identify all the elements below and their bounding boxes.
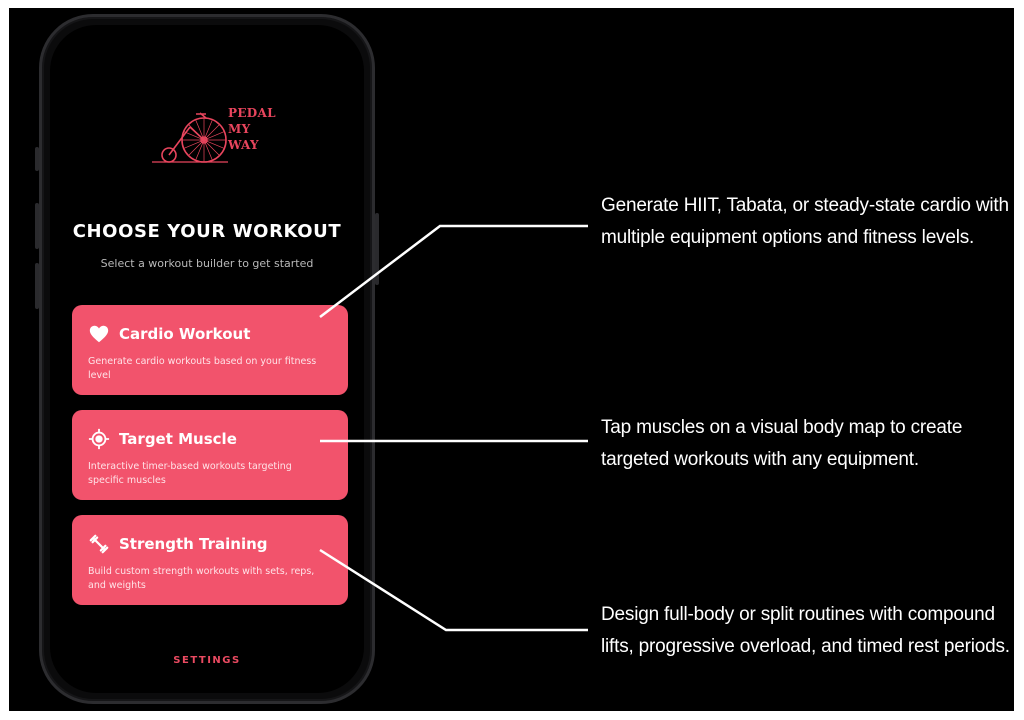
page-subtitle: Select a workout builder to get started bbox=[100, 257, 314, 270]
page-title: CHOOSE YOUR WORKOUT bbox=[72, 221, 342, 242]
card-description: Build custom strength workouts with sets, reps, and weights bbox=[88, 566, 315, 591]
logo-text: PEDAL MY WAY bbox=[228, 106, 276, 152]
card-description: Generate cardio workouts based on your fitness level bbox=[88, 356, 317, 381]
presentation-frame bbox=[9, 8, 1014, 711]
connector-cardio bbox=[320, 226, 588, 317]
callout-cardio: Generate HIIT, Tabata, or steady-state cardio with multiple equipment options and fitness levels. bbox=[601, 195, 1009, 248]
callout-strength: Design full-body or split routines with compound lifts, progressive overload, and timed rest periods. bbox=[601, 604, 1010, 657]
callout-target-muscle: Tap muscles on a visual body map to create targeted workouts with any equipment. bbox=[601, 417, 963, 470]
card-title: Cardio Workout bbox=[119, 325, 251, 343]
card-title: Strength Training bbox=[119, 535, 268, 553]
settings-link[interactable]: SETTINGS bbox=[173, 655, 241, 666]
connector-strength bbox=[320, 550, 588, 630]
card-title: Target Muscle bbox=[119, 430, 237, 448]
card-description: Interactive timer-based workouts targeting specific muscles bbox=[88, 461, 292, 486]
